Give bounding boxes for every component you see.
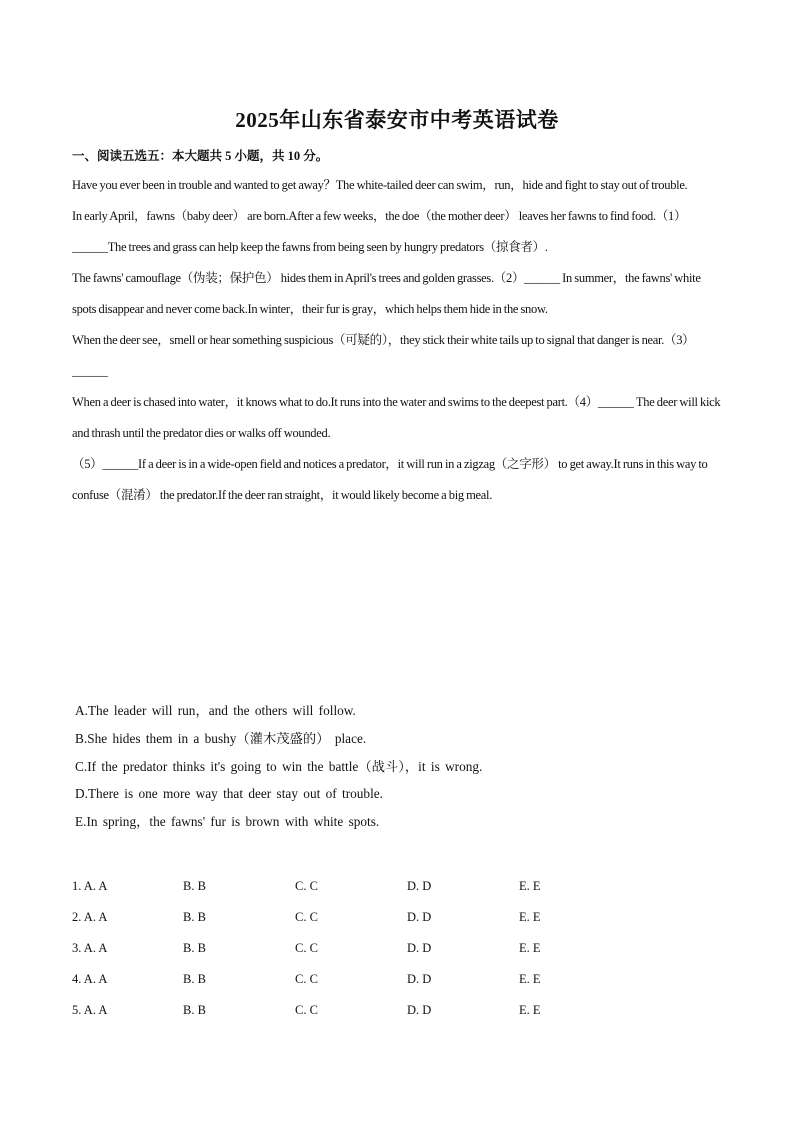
option-a: A.The leader will run，and the others will follow.: [75, 703, 356, 718]
answer-choice[interactable]: E. E: [519, 972, 541, 986]
answer-choice[interactable]: E. E: [519, 879, 541, 893]
option-c: C.If the predator thinks it's going to win the battle（战斗），it is wrong.: [75, 758, 483, 774]
answer-choice[interactable]: B. B: [183, 941, 206, 955]
answer-choice[interactable]: C. C: [295, 910, 318, 924]
answer-choice[interactable]: 5. A. A: [72, 1003, 108, 1017]
answer-choice[interactable]: D. D: [407, 910, 432, 924]
answer-row-1: [72, 873, 692, 904]
answer-choice[interactable]: C. C: [295, 1003, 318, 1017]
answer-choice[interactable]: D. D: [407, 941, 432, 955]
answer-row-5: [72, 997, 692, 1028]
answer-choice[interactable]: B. B: [183, 972, 206, 986]
answer-choice[interactable]: 4. A. A: [72, 972, 108, 986]
answer-choice[interactable]: E. E: [519, 1003, 541, 1017]
answer-choice[interactable]: B. B: [183, 879, 206, 893]
passage-paragraph-3: The fawns' camouflage（伪装；保护色） hides them in April's trees and golden grasses.（2）______ In summer，the fawns' white spots disappear and never come back.In winter，their fur is gray，which helps them hide in the snow.: [72, 271, 701, 316]
passage-paragraph-6: （5）______If a deer is in a wide-open field and notices a predator，it will run in a zigzag（之字形） to get away.It runs in this way to confuse（混淆） the predator.If the deer ran straight，it would likely become a big meal.: [72, 457, 708, 502]
answer-choice[interactable]: C. C: [295, 879, 318, 893]
answer-choice[interactable]: B. B: [183, 1003, 206, 1017]
answer-choice[interactable]: 3. A. A: [72, 941, 108, 955]
answer-choice[interactable]: C. C: [295, 941, 318, 955]
answer-choice[interactable]: D. D: [407, 879, 432, 893]
page-title: 2025年山东省泰安市中考英语试卷: [235, 108, 559, 132]
answer-grid: [72, 873, 692, 1028]
option-b: B.She hides them in a bushy（灌木茂盛的） place.: [75, 730, 367, 746]
option-list: [75, 697, 715, 836]
answer-choice[interactable]: D. D: [407, 972, 432, 986]
answer-choice[interactable]: C. C: [295, 972, 318, 986]
answer-choice[interactable]: D. D: [407, 1003, 432, 1017]
answer-choice[interactable]: 1. A. A: [72, 879, 108, 893]
answer-choice[interactable]: B. B: [183, 910, 206, 924]
answer-choice[interactable]: E. E: [519, 941, 541, 955]
passage-paragraph-5: When a deer is chased into water，it knows what to do.It runs into the water and swims to the deepest part.（4）______ The deer will kick and thrash until the predator dies or walks off wounded.: [72, 395, 721, 440]
answer-row-3: [72, 935, 692, 966]
passage-paragraph-1: Have you ever been in trouble and wanted to get away？The white-tailed deer can swim，run，hide and fight to stay out of trouble.: [72, 178, 688, 192]
passage-paragraph-2: In early April，fawns（baby deer） are born.After a few weeks，the doe（the mother deer） leaves her fawns to find food.（1）______The trees and grass can help keep the fawns from being seen by hungry predators（掠食者）.: [72, 209, 687, 254]
answer-row-4: [72, 966, 692, 997]
option-e: E.In spring，the fawns' fur is brown with white spots.: [75, 814, 380, 830]
option-d: D.There is one more way that deer stay out of trouble.: [75, 786, 384, 802]
section-heading: 一、阅读五选五：本大题共 5 小题，共 10 分。: [72, 149, 329, 163]
reading-passage: [72, 170, 724, 511]
answer-choice[interactable]: E. E: [519, 910, 541, 924]
answer-choice[interactable]: 2. A. A: [72, 910, 108, 924]
passage-paragraph-4: When the deer see，smell or hear something suspicious（可疑的），they stick their white tails up to signal that danger is near.（3）______: [72, 333, 695, 378]
answer-row-2: [72, 904, 692, 935]
